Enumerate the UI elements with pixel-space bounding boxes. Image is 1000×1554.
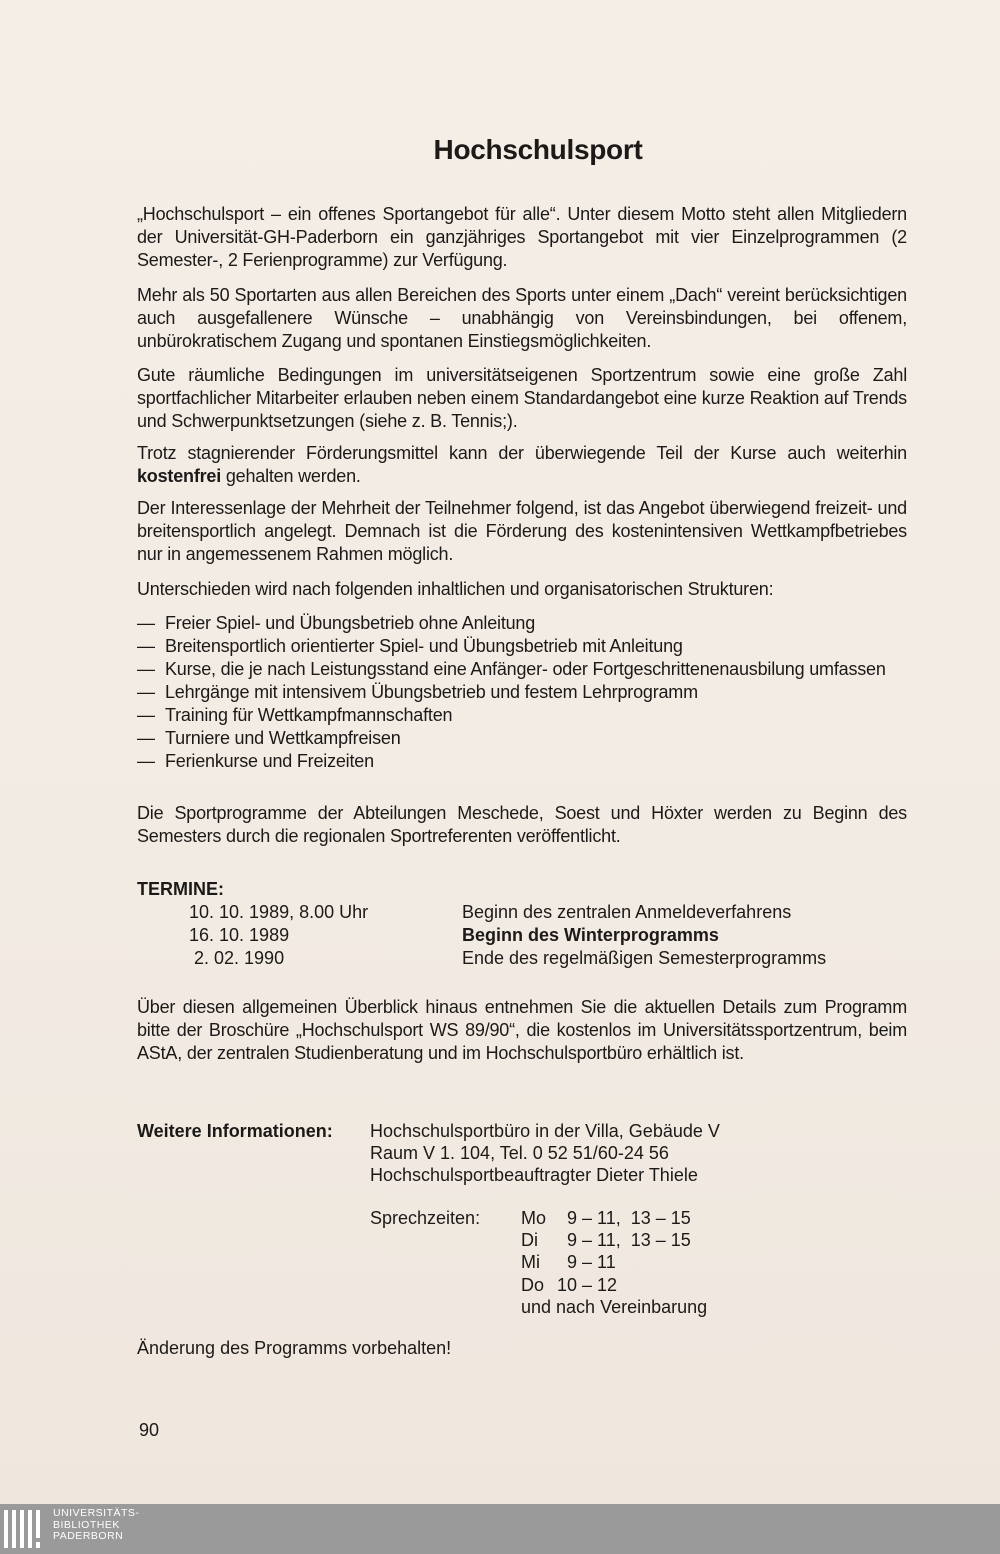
termine-event: Beginn des zentralen Anmeldeverfahrens bbox=[462, 902, 792, 922]
termine-date: 16. 10. 1989 bbox=[189, 925, 290, 945]
termine-heading: TERMINE: bbox=[137, 879, 224, 899]
termine-row bbox=[0, 948, 1000, 971]
page-number: 90 bbox=[139, 1420, 160, 1440]
info-label: Weitere Informationen: bbox=[137, 1121, 333, 1141]
change-notice: Änderung des Programms vorbehalten! bbox=[137, 1338, 452, 1358]
paragraph-strukturen: Unterschieden wird nach folgenden inhaltlichen und organisatorischen Strukturen: bbox=[137, 579, 774, 599]
dash-marker: — bbox=[137, 728, 155, 748]
paragraph-foerderung-part1: Trotz stagnierender Förderungsmittel kann der überwiegende Teil der Kurse auch weiterhin bbox=[137, 443, 907, 463]
sprechzeiten-label: Sprechzeiten: bbox=[370, 1208, 481, 1228]
paragraph-interessenlage: Der Interessenlage der Mehrheit der Teilnehmer folgend, ist das Angebot überwiegend freizeit- und breitensportlich angelegt. Demnach ist die Förderung des kostenintensiven Wettkampfbetriebes nur in angemessenem Rahmen möglich. bbox=[137, 498, 907, 564]
info-room-phone: Raum V 1. 104, Tel. 0 52 51/60-24 56 bbox=[370, 1143, 669, 1163]
list-item: — Turniere und Wettkampfreisen bbox=[137, 728, 401, 748]
kostenfrei-emphasis: kostenfrei bbox=[137, 466, 222, 486]
sprechzeit-time: 10 – 12 bbox=[557, 1275, 618, 1295]
paragraph-broschuere: Über diesen allgemeinen Überblick hinaus entnehmen Sie die aktuellen Details zum Programm bitte der Broschüre „Hochschulsport WS 89/90“, die kostenlos im Universitätssportzentrum, beim AStA, der zentralen Studienberatung und im Hochschulsportbüro erhältlich ist. bbox=[137, 997, 907, 1063]
page-title: Hochschulsport bbox=[433, 134, 643, 165]
termine-row bbox=[0, 902, 1000, 925]
paragraph-foerderung bbox=[137, 442, 907, 488]
list-item: — Freier Spiel- und Übungsbetrieb ohne Anleitung bbox=[137, 613, 536, 633]
termine-date: 2. 02. 1990 bbox=[189, 948, 285, 968]
termine-event: Ende des regelmäßigen Semesterprogramms bbox=[462, 948, 827, 968]
paragraph-sportarten: Mehr als 50 Sportarten aus allen Bereichen des Sports unter einem „Dach“ vereint berücksichtigen auch ausgefallenere Wünsche – unabhängig von Vereinsbindungen, bei offenem, unbürokratischem Zugang und spontanen Einstiegsmöglichkeiten. bbox=[137, 285, 907, 351]
sprechzeit-day: Mo bbox=[521, 1208, 547, 1228]
info-office: Hochschulsportbüro in der Villa, Gebäude V bbox=[370, 1121, 720, 1141]
termine-row bbox=[0, 925, 1000, 948]
sprechzeit-time: 9 – 11, 13 – 15 bbox=[567, 1230, 691, 1250]
sprechzeit-time: 9 – 11 bbox=[567, 1252, 616, 1272]
sprechzeit-vereinbarung: und nach Vereinbarung bbox=[521, 1297, 708, 1317]
sprechzeit-day: Do bbox=[521, 1275, 545, 1295]
list-item: — Ferienkurse und Freizeiten bbox=[137, 751, 374, 771]
list-item: — Kurse, die je nach Leistungsstand eine Anfänger- oder Fortgeschrittenenausbilung umfassen bbox=[137, 659, 886, 679]
list-item: — Training für Wettkampfmannschaften bbox=[137, 705, 453, 725]
library-logo-icon bbox=[2, 1510, 46, 1550]
paragraph-intro: „Hochschulsport – ein offenes Sportangebot für alle“. Unter diesem Motto steht allen Mitgliedern der Universität-GH-Paderborn ein ganzjähriges Sportangebot mit vier Einzelprogrammen (2 Semester-, 2 Ferienprogramme) zur Verfügung. bbox=[137, 204, 907, 270]
termine-date: 10. 10. 1989, 8.00 Uhr bbox=[189, 902, 369, 922]
list-item: — Lehrgänge mit intensivem Übungsbetrieb und festem Lehrprogramm bbox=[137, 682, 698, 702]
sprechzeit-day: Mi bbox=[521, 1252, 540, 1272]
dash-marker: — bbox=[137, 659, 155, 679]
dash-marker: — bbox=[137, 613, 155, 633]
termine-event: Beginn des Winterprogramms bbox=[462, 925, 719, 945]
paragraph-bedingungen: Gute räumliche Bedingungen im universitätseigenen Sportzentrum sowie eine große Zahl sportfachlicher Mitarbeiter erlauben neben einem Standardangebot eine kurze Reaktion auf Trends und Schwerpunktsetzungen (siehe z. B. Tennis;). bbox=[137, 365, 907, 431]
library-footer-bar bbox=[0, 1504, 1000, 1554]
list-item: — Breitensportlich orientierter Spiel- und Übungsbetrieb mit Anleitung bbox=[137, 636, 683, 656]
sprechzeit-day: Di bbox=[521, 1230, 538, 1250]
library-name: UNIVERSITÄTS- BIBLIOTHEK PADERBORN bbox=[53, 1507, 140, 1542]
dash-marker: — bbox=[137, 705, 155, 725]
sprechzeit-time: 9 – 11, 13 – 15 bbox=[567, 1208, 691, 1228]
dash-marker: — bbox=[137, 682, 155, 702]
info-contact-person: Hochschulsportbeauftragter Dieter Thiele bbox=[370, 1165, 698, 1185]
structure-list bbox=[137, 612, 907, 773]
paragraph-abteilungen: Die Sportprogramme der Abteilungen Meschede, Soest und Höxter werden zu Beginn des Semesters durch die regionalen Sportreferenten veröffentlicht. bbox=[137, 803, 907, 846]
dash-marker: — bbox=[137, 751, 155, 771]
paragraph-foerderung-part2: gehalten werden. bbox=[221, 466, 361, 486]
dash-marker: — bbox=[137, 636, 155, 656]
